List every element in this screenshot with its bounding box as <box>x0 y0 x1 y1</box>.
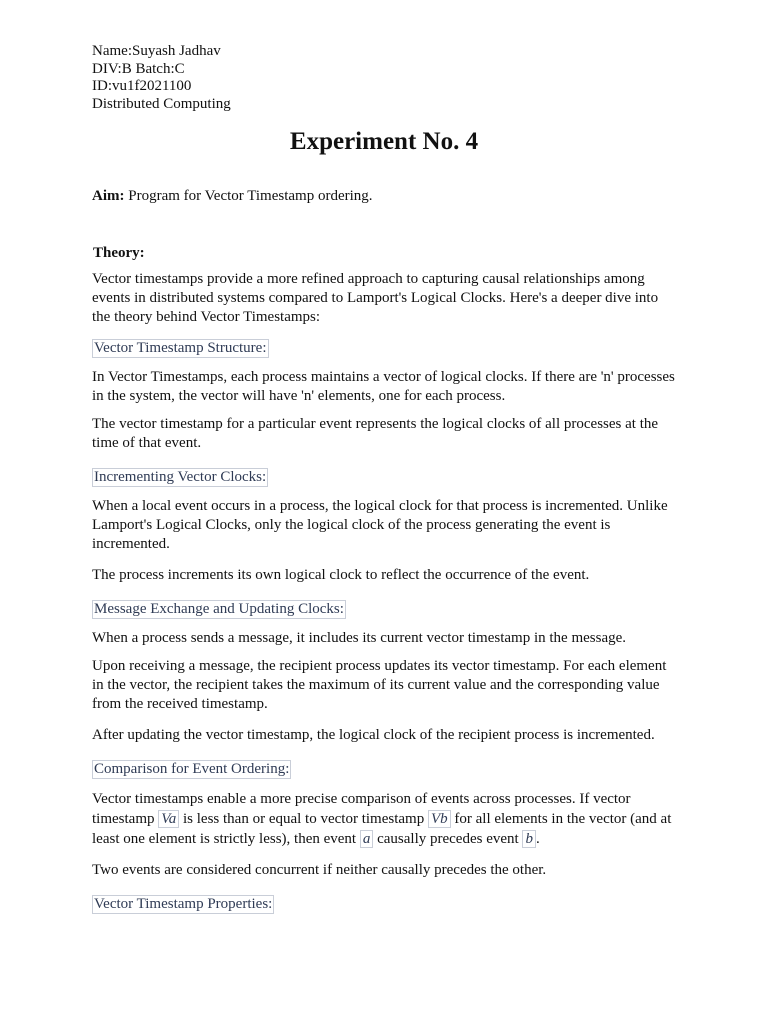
math-event-b: b <box>522 830 536 848</box>
comparison-text-3: for all elements in the vector (and at least one element is strictly less), then event <box>92 811 672 847</box>
incrementing-paragraph-1: When a local event occurs in a process, the logical clock for that process is incremented. Unlike Lamport's Logical Clocks, only the logical clock of the process generating the event is incremented. <box>92 498 668 552</box>
message-paragraph-3: After updating the vector timestamp, the logical clock of the recipient process is incremented. <box>92 727 655 743</box>
math-event-a: a <box>360 830 374 848</box>
aim-text: Program for Vector Timestamp ordering. <box>128 188 373 204</box>
message-paragraph-1: When a process sends a message, it includes its current vector timestamp in the message. <box>92 630 627 646</box>
comparison-text-2: is less than or equal to vector timestamp <box>179 811 428 827</box>
structure-paragraph-1: In Vector Timestamps, each process maintains a vector of logical clocks. If there are 'n' processes in the system, the vector will have 'n' elements, one for each process. <box>92 369 675 404</box>
incrementing-paragraph-2: The process increments its own logical clock to reflect the occurrence of the event. <box>92 567 590 583</box>
math-vb: Vb <box>428 810 451 828</box>
math-va: Va <box>158 810 179 828</box>
section-heading-structure: Vector Timestamp Structure: <box>94 340 267 356</box>
subject-name: Distributed Computing <box>92 95 231 112</box>
comparison-paragraph-1 <box>92 789 678 849</box>
div-batch: DIV:B Batch:C <box>92 60 185 77</box>
section-heading-comparison: Comparison for Event Ordering: <box>94 761 290 777</box>
theory-heading: Theory: <box>93 245 145 261</box>
comparison-text-4: causally precedes event <box>373 831 523 847</box>
theory-intro: Vector timestamps provide a more refined approach to capturing causal relationships among events in distributed systems compared to Lamport's Logical Clocks. Here's a deeper dive into the theory behind Vector Timestamps: <box>92 271 659 325</box>
document-body <box>92 187 678 924</box>
aim-label: Aim: <box>92 188 125 204</box>
message-paragraph-2: Upon receiving a message, the recipient process updates its vector timestamp. For each element in the vector, the recipient takes the maximum of its current value and the corresponding value from the received timestamp. <box>92 658 667 712</box>
comparison-text-5: . <box>535 831 540 847</box>
student-id: ID:vu1f2021100 <box>92 78 192 94</box>
student-header <box>92 43 231 113</box>
section-heading-incrementing: Incrementing Vector Clocks: <box>94 469 267 485</box>
comparison-text-1: Vector timestamps enable a more precise comparison of events across processes. If vector timestamp <box>92 791 631 827</box>
section-heading-properties: Vector Timestamp Properties: <box>94 896 273 912</box>
structure-paragraph-2: The vector timestamp for a particular event represents the logical clocks of all processes at the time of that event. <box>92 416 659 451</box>
student-name: Name:Suyash Jadhav <box>92 43 221 59</box>
experiment-title: Experiment No. 4 <box>289 128 479 155</box>
section-heading-message: Message Exchange and Updating Clocks: <box>94 601 344 617</box>
aim-line <box>92 187 678 206</box>
comparison-paragraph-2: Two events are considered concurrent if neither causally precedes the other. <box>92 862 547 878</box>
